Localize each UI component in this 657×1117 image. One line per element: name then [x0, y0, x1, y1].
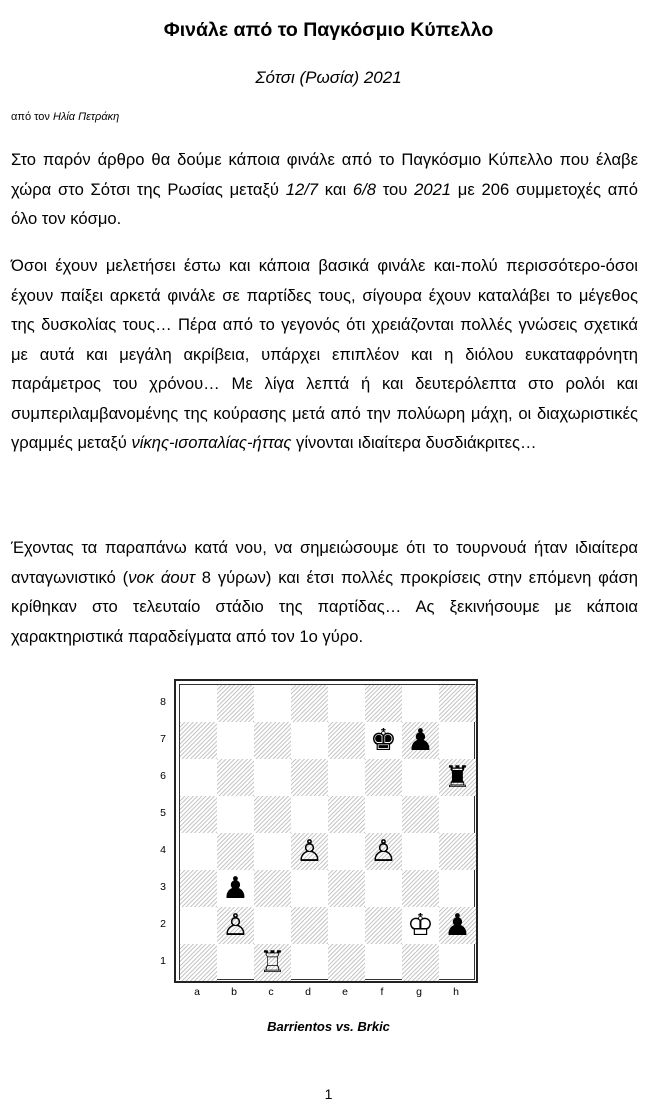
square-b8: [217, 685, 254, 722]
paragraph-tournament: [11, 533, 638, 651]
square-a3: [180, 870, 217, 907]
square-a6: [180, 759, 217, 796]
white-rook-c1: ♖: [259, 945, 286, 980]
page-number: 1: [324, 1086, 333, 1102]
square-b1: [217, 944, 254, 981]
article-title: Φινάλε από το Παγκόσμιο Κύπελλο: [163, 19, 494, 41]
p3-knockout-phrase: νοκ άουτ: [128, 567, 195, 587]
p1-date-start: 12/7: [285, 179, 319, 199]
rank-label-4: 4: [160, 844, 166, 856]
square-g3: [402, 870, 439, 907]
p3-text-a: Έχοντας τα παραπάνω κατά νου, να σημειώσουμε ότι το τουρνουά ήταν ιδιαίτερα ανταγωνιστικό (: [11, 538, 638, 587]
square-e2: [328, 907, 365, 944]
file-label-b: b: [231, 986, 237, 998]
black-pawn-b3: ♟: [222, 871, 249, 906]
square-c7: [254, 722, 291, 759]
p1-date-end: 6/8: [352, 179, 376, 199]
file-label-c: c: [268, 986, 274, 998]
byline-author: Ηλία Πετράκη: [53, 111, 120, 123]
square-d7: [291, 722, 328, 759]
square-h1: [439, 944, 476, 981]
rank-label-8: 8: [160, 696, 166, 708]
square-a1: [180, 944, 217, 981]
black-king-f7: ♚: [370, 723, 397, 758]
square-d8: [291, 685, 328, 722]
square-d3: [291, 870, 328, 907]
square-c5: [254, 796, 291, 833]
square-c4: [254, 833, 291, 870]
square-h4: [439, 833, 476, 870]
board-squares: [179, 684, 475, 980]
white-pawn-d4: ♙: [296, 834, 323, 869]
square-h7: [439, 722, 476, 759]
square-e3: [328, 870, 365, 907]
square-f6: [365, 759, 402, 796]
p2-results-phrase: νίκης-ισοπαλίας-ήττας: [131, 433, 292, 452]
article-subtitle: Σότσι (Ρωσία) 2021: [255, 68, 402, 87]
square-a2: [180, 907, 217, 944]
rank-label-2: 2: [160, 918, 166, 930]
square-c3: [254, 870, 291, 907]
byline-prefix: από τον: [11, 111, 53, 123]
paragraph-difficulty: [11, 251, 638, 458]
chess-diagram: [150, 672, 496, 1004]
white-pawn-f4: ♙: [370, 834, 397, 869]
square-e8: [328, 685, 365, 722]
square-f3: [365, 870, 402, 907]
square-e7: [328, 722, 365, 759]
square-e5: [328, 796, 365, 833]
chess-board: [174, 679, 478, 983]
black-pawn-h2: ♟: [444, 908, 471, 943]
p1-text-c: και: [318, 179, 353, 199]
p1-text-g: με 206 συμμετοχές από όλο τον κόσμο.: [11, 179, 638, 228]
square-h5: [439, 796, 476, 833]
rank-label-6: 6: [160, 770, 166, 782]
p1-text-a: Στο παρόν άρθρο θα δούμε κάποια φινάλε από το Παγκόσμιο Κύπελλο που έλαβε χώρα στο Σότσι της Ρωσίας μεταξύ: [11, 150, 638, 199]
square-c8: [254, 685, 291, 722]
square-a7: [180, 722, 217, 759]
square-b4: [217, 833, 254, 870]
square-c6: [254, 759, 291, 796]
square-h3: [439, 870, 476, 907]
rank-label-3: 3: [160, 881, 166, 893]
square-e4: [328, 833, 365, 870]
square-g1: [402, 944, 439, 981]
square-b6: [217, 759, 254, 796]
square-d1: [291, 944, 328, 981]
square-e1: [328, 944, 365, 981]
file-label-a: a: [194, 986, 200, 998]
square-d6: [291, 759, 328, 796]
rank-label-7: 7: [160, 733, 166, 745]
white-pawn-b2: ♙: [222, 908, 249, 943]
file-label-g: g: [416, 986, 422, 998]
file-label-h: h: [453, 986, 459, 998]
rank-label-5: 5: [160, 807, 166, 819]
square-g8: [402, 685, 439, 722]
square-a8: [180, 685, 217, 722]
diagram-caption: Barrientos vs. Brkic: [267, 1019, 390, 1034]
square-e6: [328, 759, 365, 796]
square-g6: [402, 759, 439, 796]
square-f2: [365, 907, 402, 944]
square-b7: [217, 722, 254, 759]
square-d5: [291, 796, 328, 833]
byline: [11, 111, 119, 123]
p1-text-e: του: [375, 179, 415, 199]
square-h8: [439, 685, 476, 722]
square-a5: [180, 796, 217, 833]
p1-year: 2021: [414, 179, 452, 199]
square-a4: [180, 833, 217, 870]
square-f1: [365, 944, 402, 981]
square-f8: [365, 685, 402, 722]
black-pawn-g7: ♟: [407, 723, 434, 758]
square-b5: [217, 796, 254, 833]
p2-text-c: γίνονται ιδιαίτερα δυσδιάκριτες…: [291, 433, 537, 452]
square-c2: [254, 907, 291, 944]
white-king-g2: ♔: [407, 908, 434, 943]
paragraph-intro: [11, 145, 638, 234]
rank-label-1: 1: [160, 955, 166, 967]
file-label-f: f: [380, 986, 384, 998]
file-label-e: e: [342, 986, 348, 998]
square-f5: [365, 796, 402, 833]
square-g5: [402, 796, 439, 833]
square-d2: [291, 907, 328, 944]
p3-text-c: 8 γύρων) και έτσι πολλές προκρίσεις στην επόμενη φάση κρίθηκαν στο τελευταίο στάδιο της παρτίδας… Ας ξεκινήσουμε με κάποια χαρακτηριστικά παραδείγματα από τον 1ο γύρο.: [11, 567, 638, 646]
p2-text-a: Όσοι έχουν μελετήσει έστω και κάποια βασικά φινάλε και-πολύ περισσότερο-όσοι έχουν παίξει αρκετά φινάλε σε παρτίδες τους, σίγουρα έχουν καταλάβει το μέγεθος της δυσκολίας τους… Πέρα από το γεγονός ότι χρειάζονται πολλές γνώσεις σχετικά με αυτά και μεγάλη ακρίβεια, υπάρχει επιπλέον και η διόλου ευκαταφρόνητη παράμετρος του χρόνου… Με λίγα λεπτά ή και δευτερόλεπτα στο ρολόι και συμπεριλαμβανομένης της κούρασης μετά από την πολύωρη μάχη, οι διαχωριστικές γραμμές μεταξύ: [11, 256, 638, 452]
square-g4: [402, 833, 439, 870]
file-label-d: d: [305, 986, 311, 998]
black-rook-h6: ♜: [444, 760, 471, 795]
